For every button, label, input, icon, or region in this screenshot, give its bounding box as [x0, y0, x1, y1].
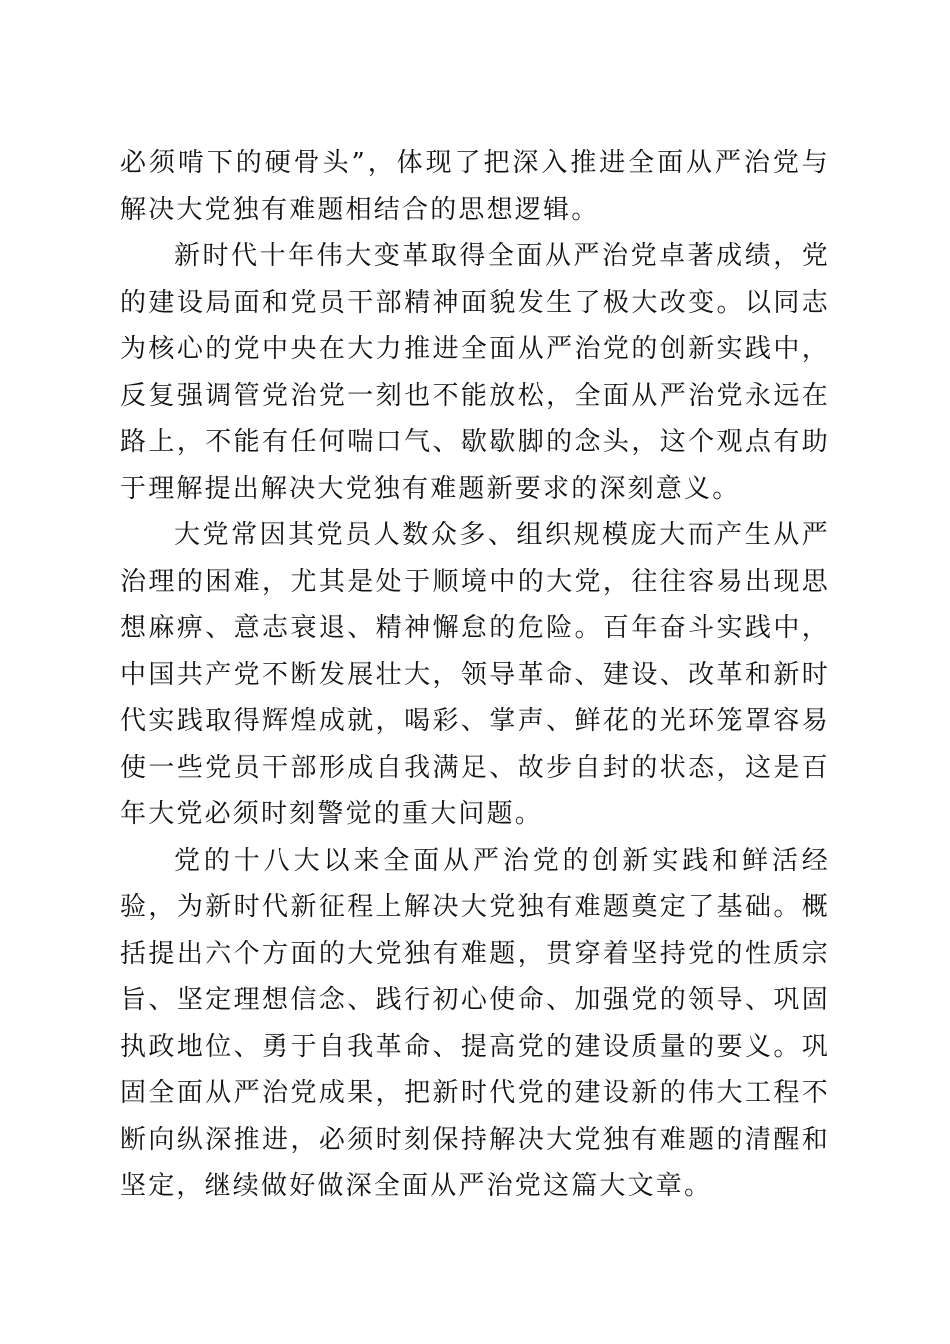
paragraph: 新时代十年伟大变革取得全面从严治党卓著成绩，党的建设局面和党员干部精神面貌发生了极大改变。以同志为核心的党中央在大力推进全面从严治党的创新实践中，反复强调管党治党一刻也不能放松，全面从严治党永远在路上，不能有任何喘口气、歇歇脚的念头，这个观点有助于理解提出解决大党独有难题新要求的深刻意义。	[120, 241, 830, 504]
paragraph: 大党常因其党员人数众多、组织规模庞大而产生从严治理的困难，尤其是处于顺境中的大党，往往容易出现思想麻痹、意志衰退、精神懈怠的危险。百年奋斗实践中，中国共产党不断发展壮大，领导革命、建设、改革和新时代实践取得辉煌成就，喝彩、掌声、鲜花的光环笼罩容易使一些党员干部形成自我满足、故步自封的状态，这是百年大党必须时刻警觉的重大问题。	[120, 520, 830, 829]
paragraph-continuation: 必须啃下的硬骨头”，体现了把深入推进全面从严治党与解决大党独有难题相结合的思想逻辑。	[120, 148, 830, 225]
document-body	[120, 140, 830, 1210]
paragraph: 党的十八大以来全面从严治党的创新实践和鲜活经验，为新时代新征程上解决大党独有难题奠定了基础。概括提出六个方面的大党独有难题，贯穿着坚持党的性质宗旨、坚定理想信念、践行初心使命、加强党的领导、巩固执政地位、勇于自我革命、提高党的建设质量的要义。巩固全面从严治党成果，把新时代党的建设新的伟大工程不断向纵深推进，必须时刻保持解决大党独有难题的清醒和坚定，继续做好做深全面从严治党这篇大文章。	[120, 845, 830, 1201]
